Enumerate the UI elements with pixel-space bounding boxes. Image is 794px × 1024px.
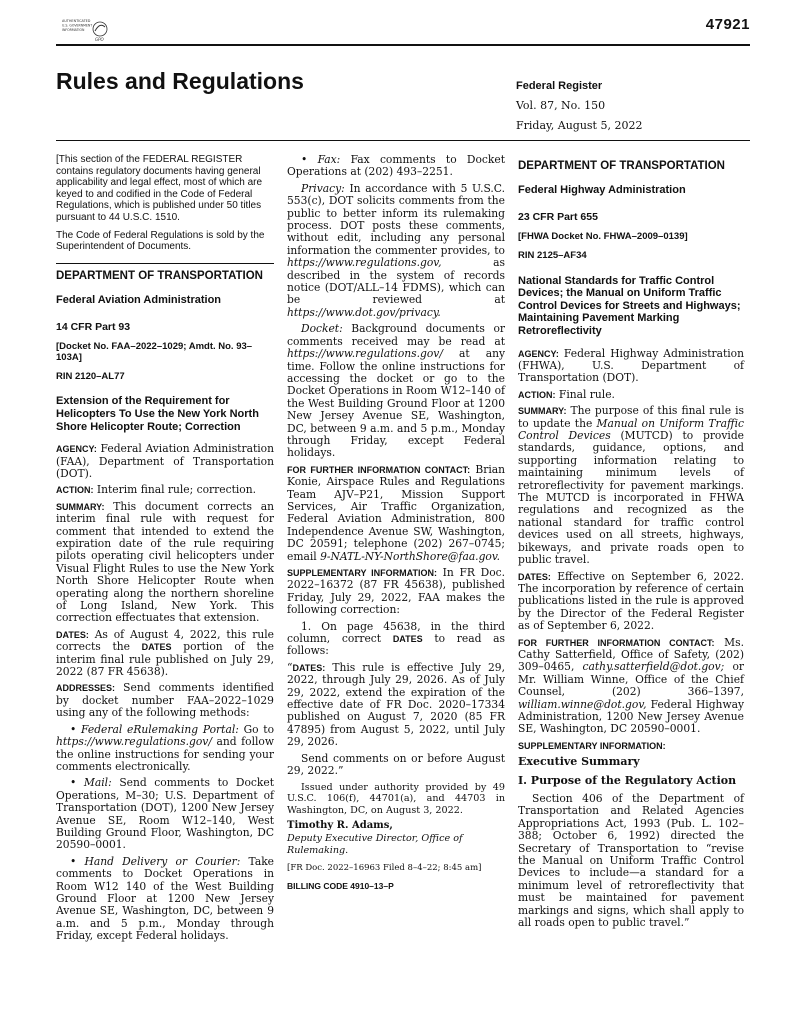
column-2 (287, 154, 505, 892)
email-link[interactable]: cathy.satterfield@dot.gov; (582, 660, 725, 674)
correction-paragraph: 1. On page 45638, in the third column, correct DATES to read as follows: (287, 619, 506, 658)
agency-paragraph: AGENCY: Federal Aviation Administration (FAA), Department of Transportation (DOT). (56, 442, 274, 480)
purpose-heading: I. Purpose of the Regulatory Action (518, 773, 737, 787)
fr-title: Federal Register (516, 80, 603, 92)
column-3 (518, 154, 744, 933)
page-title: Rules and Regulations (56, 68, 304, 94)
intro-box (56, 154, 274, 253)
docket-number: [Docket No. FAA–2022–1029; Amdt. No. 93–103A] (56, 340, 253, 363)
regulations-link[interactable]: https://www.regulations.gov/ (56, 735, 212, 749)
rule-title: National Standards for Traffic Control Devices; the Manual on Uniform Traffic Control Devices for Streets and Highways; Maintaining Pavement Marking Retroreflectivity (518, 274, 741, 337)
rin-number: RIN 2125–AF34 (518, 250, 587, 262)
department-heading: DEPARTMENT OF TRANSPORTATION (56, 269, 263, 282)
section-rule (56, 263, 274, 264)
contact-paragraph: FOR FURTHER INFORMATION CONTACT: Ms. Cathy Satterfield, Office of Safety, (202) 309–0465, cathy.satterfield@dot.gov; or Mr. William Winne, Office of the Chief Counsel, (202) 366–1397, william.winne@dot.gov, Federal Highway Administration, 1200 New Jersey Avenue SE, Washington, DC 20590–0001. (518, 635, 744, 736)
intro-paragraph: [This section of the FEDERAL REGISTER contains regulatory documents having general applicability and legal effect, most of which are keyed to and codified in the Code of Federal Regulations, which is published under 50 titles pursuant to 44 U.S.C. 1510. (56, 154, 263, 223)
svg-text:U.S. GOVERNMENT: U.S. GOVERNMENT (62, 23, 93, 28)
agency-heading: Federal Highway Administration (518, 184, 686, 197)
summary-paragraph: SUMMARY: This document corrects an interim final rule with request for comment that intended to extend the expiration date of the rule requiring pilots operating civil helicopters under Visual Flight Rules to use the New York North Shore Helicopter Route when operating along the northern shoreline of Long Island, New York. This correction effectuates that extension. (56, 499, 274, 625)
fax-bullet: • Fax: Fax comments to Docket Operations at (202) 493–2251. (287, 153, 505, 179)
svg-text:AUTHENTICATED: AUTHENTICATED (62, 19, 91, 23)
svg-text:GPO: GPO (95, 37, 104, 42)
executive-summary-heading: Executive Summary (518, 755, 640, 769)
purpose-paragraph: Section 406 of the Department of Transportation and Related Agencies Appropriations Act, 1993 (Pub. L. 102–388; October 6, 1992) directed the Secretary of Transportation to “revise the Manual on Uniform Traffic Control Devices to include—a standard for a minimum level of retroreflectivity that must be maintained for pavement markings and signs, which shall apply to all roads open to public travel.” (518, 792, 744, 930)
contact-paragraph: FOR FURTHER INFORMATION CONTACT: Brian Konie, Airspace Rules and Regulations Team AJV–P21, Mission Support Services, Air Traffic Organization, Federal Aviation Administration, 800 Independence Avenue SW, Washington, DC 20591; telephone (202) 267–0745; email 9-NATL-NY-NorthShore@faa.gov. (287, 462, 505, 563)
addresses-paragraph: ADDRESSES: Send comments identified by docket number FAA–2022–1029 using any of the following methods: (56, 681, 274, 720)
cfr-part: 23 CFR Part 655 (518, 210, 598, 223)
signer-name: Timothy R. Adams, (287, 820, 393, 832)
fr-date: Friday, August 5, 2022 (516, 119, 643, 132)
header-rule (56, 140, 750, 141)
intro-paragraph: The Code of Federal Regulations is sold by the Superintendent of Documents. (56, 229, 265, 253)
fr-volume: Vol. 87, No. 150 (516, 99, 606, 112)
supplementary-paragraph: SUPPLEMENTARY INFORMATION: In FR Doc. 2022–16372 (87 FR 45638), published Friday, July 29, 2022, FAA makes the following correction: (287, 566, 506, 617)
address-bullet: • Federal eRulemaking Portal: Go to https://www.regulations.gov/ and follow the online instructions for sending your comments electronically. (56, 722, 275, 773)
email-link[interactable]: william.winne@dot.gov, (518, 697, 647, 711)
send-comments-paragraph: Send comments on or before August 29, 2022.” (287, 751, 505, 778)
top-rule (56, 44, 750, 46)
cfr-part: 14 CFR Part 93 (56, 320, 131, 333)
page-number: 47921 (705, 16, 750, 33)
agency-heading: Federal Aviation Administration (56, 294, 222, 307)
dates-paragraph: DATES: Effective on September 6, 2022. The incorporation by reference of certain publications listed in the rule is approved by the Director of the Federal Register as of September 6, 2022. (518, 569, 745, 633)
privacy-paragraph: Privacy: In accordance with 5 U.S.C. 553(c), DOT solicits comments from the public to better inform its rulemaking process. DOT posts these comments, without edit, including any personal information the commenter provides, to https://www.regulations.gov, as described in the system of records notice (DOT/ALL–14 FDMS), which can be reviewed at https://www.dot.gov/privacy. (287, 181, 505, 319)
action-paragraph: ACTION: Interim final rule; correction. (56, 483, 256, 497)
regulations-link[interactable]: https://www.regulations.gov/ (287, 347, 443, 361)
signer-title: Deputy Executive Director, Office of Rulemaking. (287, 832, 463, 857)
department-heading: DEPARTMENT OF TRANSPORTATION (518, 160, 725, 172)
fr-doc-line: [FR Doc. 2022–16963 Filed 8–4–22; 8:45 am] (287, 862, 482, 873)
column-1 (56, 154, 274, 947)
gpo-seal-icon (62, 16, 110, 44)
rin-number: RIN 2120–AL77 (56, 370, 125, 382)
rule-title: Extension of the Requirement for Helicopters To Use the New York North Shore Helicopter Route; Correction (56, 395, 259, 433)
address-bullet: • Hand Delivery or Courier: Take comments to Docket Operations in Room W12 140 of the West Building Ground Floor at 1200 New Jersey Avenue SE, Washington, DC, between 9 a.m. and 5 p.m., Monday through Friday, except Federal holidays. (56, 854, 275, 943)
dot-privacy-link[interactable]: https://www.dot.gov/privacy. (287, 305, 441, 319)
action-paragraph: ACTION: Final rule. (518, 387, 615, 401)
email-link[interactable]: 9-NATL-NY-NorthShore@faa.gov. (320, 549, 501, 563)
regulations-link[interactable]: https://www.regulations.gov, (287, 256, 442, 270)
dates-paragraph: DATES: As of August 4, 2022, this rule corrects the DATES portion of the interim final rule published on July 29, 2022 (87 FR 45638). (56, 627, 274, 679)
supplementary-label: SUPPLEMENTARY INFORMATION: (518, 740, 666, 751)
docket-paragraph: Docket: Background documents or comments received may be read at https://www.regulations.gov/ at any time. Follow the online instructions for accessing the docket or go to the Docket Operations in Room W12–140 of the West Building Ground Floor at 1200 New Jersey Avenue SE, Washington, DC, between 9 a.m. and 5 p.m., Monday through Friday, except Federal holidays. (287, 322, 505, 460)
billing-code: BILLING CODE 4910–13–P (287, 880, 394, 891)
federal-register-info (516, 76, 642, 136)
summary-paragraph: SUMMARY: The purpose of this final rule is to update the Manual on Uniform Traffic Control Devices (MUTCD) to provide standards, guidance, options, and supporting information relating to maintaining minimum levels of retroreflectivity for pavement markings. The MUTCD is incorporated in FHWA regulations and recognized as the national standard for traffic control devices used on all streets, highways, bikeways, and private roads open to public travel. (518, 404, 744, 567)
svg-text:INFORMATION: INFORMATION (62, 28, 85, 32)
agency-paragraph: AGENCY: Federal Highway Administration (FHWA), U.S. Department of Transportation (DOT). (518, 346, 744, 385)
issued-paragraph: Issued under authority provided by 49 U.S.C. 106(f), 44701(a), and 44703 in Washington, DC, on August 3, 2022. (287, 781, 505, 816)
docket-number: [FHWA Docket No. FHWA–2009–0139] (518, 231, 688, 243)
quoted-dates-paragraph: “DATES: This rule is effective July 29, 2022, through July 29, 2026. As of July 29, 2022, extend the expiration of the effective date of FR Doc. 2020–17334 published on August 7, 2020 (85 FR 47895) from August 5, 2022, until July 29, 2026. (287, 660, 505, 749)
address-bullet: • Mail: Send comments to Docket Operations, M–30; U.S. Department of Transportation (DOT), 1200 New Jersey Avenue SE, Room W12–140, West Building Ground Floor, Washington, DC 20590–0001. (56, 776, 275, 852)
